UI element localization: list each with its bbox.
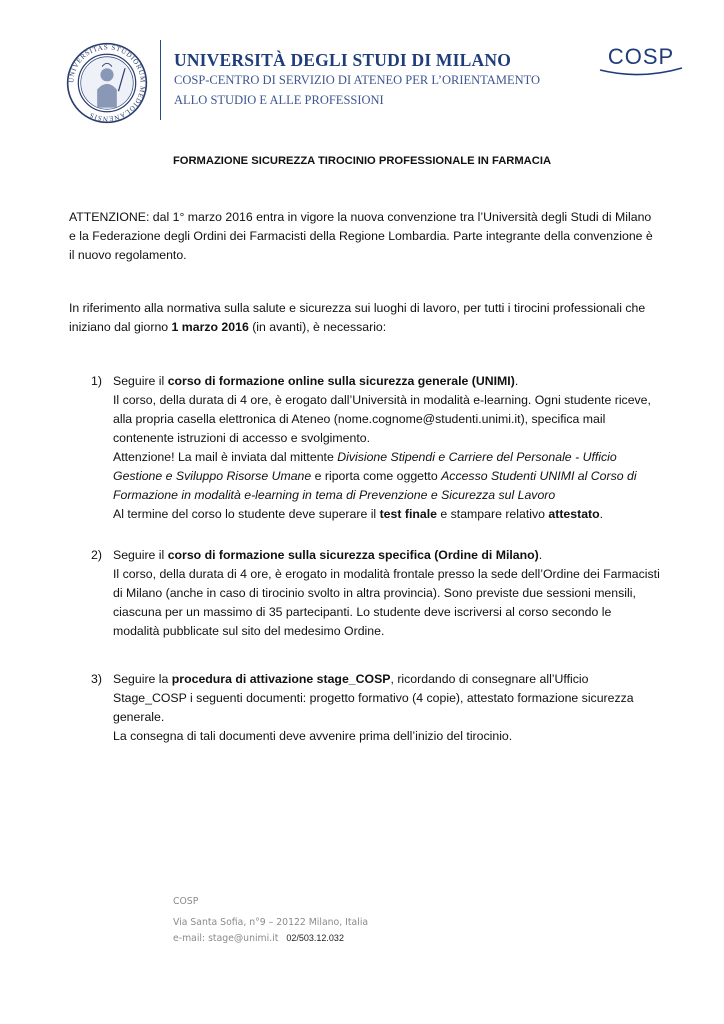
intro-paragraph: In riferimento alla normativa sulla salute e sicurezza sui luoghi di lavoro, per tutti i tirocini professionali che iniziano dal giorno 1 marzo 2016 (in avanti), è necessario: <box>69 301 646 334</box>
list-item-1: 1) Seguire il corso di formazione online sulla sicurezza generale (UNIMI). Il corso, della durata di 4 ore, è erogato dall’Università in modalità e-learning. Ogni studente riceve, alla propria casella elettronica di Ateneo (nome.cognome@studenti.unimi.it), specifica mail contenente istruzioni di accesso e svolgimento. Attenzione! La mail è inviata dal mittente Divisione Stipendi e Carriere del Personale - Ufficio Gestione e Sviluppo Risorse Umane e riporta come oggetto Accesso Studenti UNIMI al Corso di Formazione in modalità e-learning in tema di Prevenzione e Sicurezza sul Lavoro Al termine del corso lo studente deve superare il test finale e stampare relativo attestato. <box>91 374 651 521</box>
document-title: FORMAZIONE SICUREZZA TIROCINIO PROFESSIONALE IN FARMACIA <box>172 155 552 167</box>
footer-phone: 02/503.12.032 <box>286 933 344 943</box>
item2-heading: corso di formazione sulla sicurezza specifica (Ordine di Milano) <box>167 548 539 562</box>
item1-heading: corso di formazione online sulla sicurezza generale (UNIMI) <box>167 374 515 388</box>
attention-paragraph: ATTENZIONE: dal 1° marzo 2016 entra in vigore la nuova convenzione tra l’Università degli Studi di Milano e la Federazione degli Ordini dei Farmacisti della Regione Lombardia. Parte integrante della convenzione è il nuovo regolamento. <box>69 210 653 262</box>
item3-heading: procedura di attivazione stage_COSP <box>171 672 391 686</box>
svg-text:UNIVERSITAS STUDIORUM MEDIOLAN: UNIVERSITAS STUDIORUM MEDIOLANENSIS <box>67 43 147 123</box>
university-seal-logo <box>66 42 148 124</box>
list-number: 2) <box>91 548 102 562</box>
footer-email: e-mail: stage@unimi.it <box>173 933 279 944</box>
university-subtitle-line1: COSP-CENTRO DI SERVIZIO DI ATENEO PER L’ORIENTAMENTO <box>174 73 541 87</box>
footer-address: Via Santa Sofia, n°9 – 20122 Milano, Italia <box>173 917 369 928</box>
svg-text:COSP: COSP <box>607 44 675 69</box>
list-number: 1) <box>91 374 102 388</box>
list-item-2: 2) Seguire il corso di formazione sulla sicurezza specifica (Ordine di Milano). Il corso, della durata di 4 ore, è erogato in modalità frontale presso la sede dell’Ordine dei Farmacisti di Milano (anche in caso di tirocinio svolto in altra provincia). Sono previste due sessioni mensili, ciascuna per un massimo di 35 partecipanti. Lo studente deve iscriversi al corso secondo le modalità pubblicate sul sito del medesimo Ordine. <box>91 548 660 638</box>
mail-subject: Accesso Studenti UNIMI al Corso di Formazione in modalità e-learning in tema di Prevenzione e Sicurezza sul Lavoro <box>113 469 637 502</box>
header-divider <box>160 40 161 120</box>
start-date: 1 marzo 2016 <box>171 320 249 334</box>
university-subtitle-line2: ALLO STUDIO E ALLE PROFESSIONI <box>174 93 384 107</box>
footer-contact <box>173 933 344 944</box>
cosp-logo <box>596 44 686 78</box>
list-number: 3) <box>91 672 102 686</box>
university-name: UNIVERSITÀ DEGLI STUDI DI MILANO <box>174 50 512 70</box>
list-item-3: 3) Seguire la procedura di attivazione stage_COSP, ricordando di consegnare all’Ufficio Stage_COSP i seguenti documenti: progetto formativo (4 copie), attestato formazione sicurezza generale. La consegna di tali documenti deve avvenire prima dell’inizio del tirocinio. <box>91 672 634 743</box>
mail-sender: Divisione Stipendi e Carriere del Personale - Ufficio Gestione e Sviluppo Risorse Umane <box>113 450 617 483</box>
footer-name: COSP <box>173 896 199 907</box>
